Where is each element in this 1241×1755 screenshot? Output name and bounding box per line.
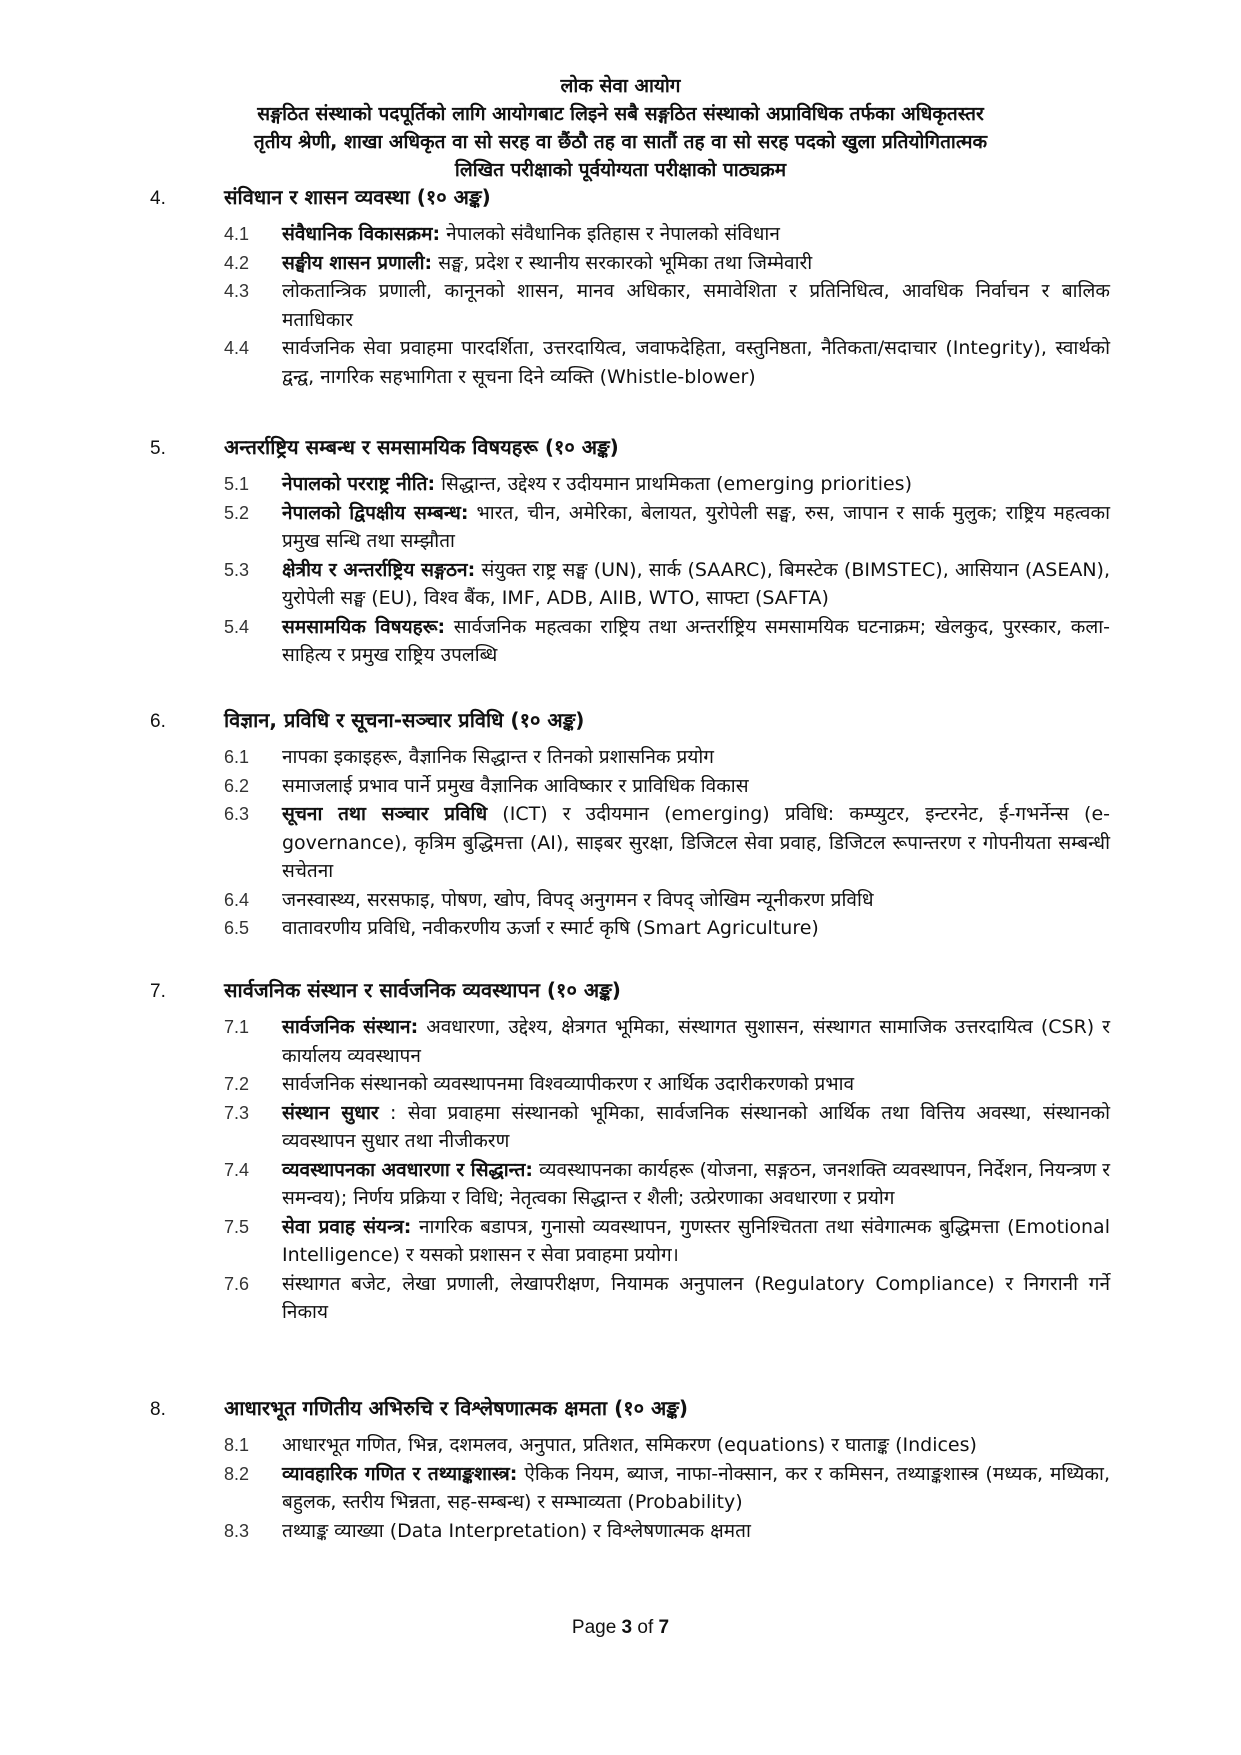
list-item <box>224 1270 1110 1327</box>
list-item <box>224 1517 1110 1546</box>
section-heading <box>150 705 1110 737</box>
item-number: 5.1 <box>224 474 250 494</box>
item-number: 6.4 <box>224 889 250 910</box>
list-item <box>224 772 1110 801</box>
item-text: क्षेत्रीय र अन्तर्राष्ट्रिय सङ्गठन: संयुक्त राष्ट्र सङ्घ (UN), सार्क (SAARC), बिमस्टेक (BIMSTEC), आसियान (ASEAN), युरोपेली सङ्घ (EU), विश्व बैंक, IMF, ADB, AIIB, WTO, साफ्टा (SAFTA) <box>282 558 1111 609</box>
item-text: नापका इकाइहरू, वैज्ञानिक सिद्धान्त र तिनको प्रशासनिक प्रयोग <box>282 746 714 768</box>
section-6 <box>150 705 1110 943</box>
list-item <box>224 613 1110 670</box>
list-item <box>224 499 1110 556</box>
section-title: संविधान र शासन व्यवस्था (१० अङ्क) <box>224 185 491 209</box>
item-text: आधारभूत गणित, भिन्न, दशमलव, अनुपात, प्रतिशत, समिकरण (equations) र घाताङ्क (Indices) <box>282 1434 977 1456</box>
item-text: लोकतान्त्रिक प्रणाली, कानूनको शासन, मानव अधिकार, समावेशिता र प्रतिनिधित्व, आवधिक निर्वाचन र बालिक मताधिकार <box>282 280 1110 331</box>
section-8 <box>150 1393 1110 1545</box>
section-title: सार्वजनिक संस्थान र सार्वजनिक व्यवस्थापन (१० अङ्क) <box>224 978 621 1002</box>
item-number: 4.4 <box>224 338 250 358</box>
item-text: सङ्घीय शासन प्रणाली: सङ्घ, प्रदेश र स्थानीय सरकारको भूमिका तथा जिम्मेवारी <box>282 251 813 274</box>
item-number: 4.1 <box>224 224 250 244</box>
item-text: व्यावहारिक गणित र तथ्याङ्कशास्त्र: ऐकिक नियम, ब्याज, नाफा-नोक्सान, कर र कमिसन, तथ्याङ्कशास्त्र (मध्यक, मध्यिका, बहुलक, स्तरीय भिन्नता, सह-सम्बन्ध) र सम्भाव्यता (Probability) <box>282 1462 1110 1513</box>
item-number: 5.3 <box>224 559 250 580</box>
section-number: 4. <box>150 188 166 209</box>
section-4 <box>150 182 1110 391</box>
list-item <box>224 334 1110 391</box>
section-number: 6. <box>150 711 166 732</box>
section-heading <box>150 432 1110 464</box>
item-number: 7.1 <box>224 1017 250 1037</box>
list-item <box>224 470 1110 499</box>
item-text: व्यवस्थापनका अवधारणा र सिद्धान्त: व्यवस्थापनका कार्यहरू (योजना, सङ्गठन, जनशक्ति व्यवस्थापन, निर्देशन, नियन्त्रण र समन्वय); निर्णय प्रक्रिया र विधि; नेतृत्वका सिद्धान्त र शैली; उत्प्रेरणाका अवधारणा र प्रयोग <box>282 1158 1110 1209</box>
section-heading <box>150 1393 1110 1425</box>
item-text: सार्वजनिक संस्थान: अवधारणा, उद्देश्य, क्षेत्रगत भूमिका, संस्थागत सुशासन, संस्थागत सामाजिक उत्तरदायित्व (CSR) र कार्यालय व्यवस्थापन <box>282 1016 1110 1067</box>
item-text: तथ्याङ्क व्याख्या (Data Interpretation) र विश्लेषणात्मक क्षमता <box>282 1519 751 1542</box>
list-item <box>224 1156 1110 1213</box>
item-text: सेवा प्रवाह संयन्त्र: नागरिक बडापत्र, गुनासो व्यवस्थापन, गुणस्तर सुनिश्चितता तथा संवेगात्मक बुद्धिमत्ता (Emotional Intelligence) र यसको प्रशासन र सेवा प्रवाहमा प्रयोग। <box>282 1215 1110 1266</box>
item-number: 4.3 <box>224 281 250 301</box>
section-number: 5. <box>150 438 166 459</box>
header-line: सङ्गठित संस्थाको पदपूर्तिको लागि आयोगबाट लिइने सबै सङ्गठित संस्थाको अप्राविधिक तर्फका अधिकृतस्तर <box>257 103 984 125</box>
list-item <box>224 1070 1110 1099</box>
item-text: संस्थान सुधार : सेवा प्रवाहमा संस्थानको भूमिका, सार्वजनिक संस्थानको आर्थिक तथा वित्तिय अवस्था, संस्थानको व्यवस्थापन सुधार तथा नीजीकरण <box>282 1101 1110 1152</box>
list-item <box>224 1213 1110 1270</box>
list-item <box>224 277 1110 334</box>
item-number: 6.1 <box>224 747 250 767</box>
item-number: 5.2 <box>224 502 250 523</box>
section-title: अन्तर्राष्ट्रिय सम्बन्ध र समसामयिक विषयहरू (१० अङ्क) <box>224 435 619 459</box>
item-text: संवैधानिक विकासक्रम: नेपालको संवैधानिक इतिहास र नेपालको संविधान <box>282 223 780 245</box>
list-item <box>224 249 1110 278</box>
section-7 <box>150 975 1110 1327</box>
item-number: 8.2 <box>224 1463 250 1484</box>
section-heading <box>150 182 1110 214</box>
item-text: नेपालको परराष्ट्र नीति: सिद्धान्त, उद्देश्य र उदीयमान प्राथमिकता (emerging priorities) <box>282 473 912 495</box>
item-number: 4.2 <box>224 252 250 273</box>
item-number: 6.3 <box>224 804 250 824</box>
section-title: विज्ञान, प्रविधि र सूचना-सञ्चार प्रविधि (१० अङ्क) <box>224 708 585 732</box>
list-item <box>224 914 1110 943</box>
item-text: समसामयिक विषयहरू: सार्वजनिक महत्वका राष्ट्रिय तथा अन्तर्राष्ट्रिय समसामयिक घटनाक्रम; खेलकुद, पुरस्कार, कला-साहित्य र प्रमुख राष्ट्रिय उपलब्धि <box>282 615 1110 666</box>
item-number: 6.5 <box>224 918 250 938</box>
list-item <box>224 556 1110 613</box>
item-text: वातावरणीय प्रविधि, नवीकरणीय ऊर्जा र स्मार्ट कृषि (Smart Agriculture) <box>282 917 819 939</box>
page-of: of <box>632 1617 659 1638</box>
list-item <box>224 800 1110 886</box>
list-item <box>224 1013 1110 1070</box>
document-header <box>120 72 1121 184</box>
page-footer <box>0 1617 1241 1639</box>
item-number: 6.2 <box>224 775 250 796</box>
item-number: 7.5 <box>224 1216 250 1237</box>
item-number: 7.6 <box>224 1273 250 1294</box>
item-text: जनस्वास्थ्य, सरसफाइ, पोषण, खोप, विपद् अनुगमन र विपद् जोखिम न्यूनीकरण प्रविधि <box>282 888 874 911</box>
page-current: 3 <box>621 1617 633 1638</box>
section-heading <box>150 975 1110 1007</box>
list-item <box>224 886 1110 915</box>
list-item <box>224 1099 1110 1156</box>
item-number: 7.4 <box>224 1159 250 1180</box>
header-title: लोक सेवा आयोग <box>560 75 681 97</box>
item-text: संस्थागत बजेट, लेखा प्रणाली, लेखापरीक्षण, नियामक अनुपालन (Regulatory Compliance) र निगरानी गर्ने निकाय <box>282 1272 1110 1323</box>
section-number: 8. <box>150 1399 166 1420</box>
list-item <box>224 743 1110 772</box>
section-number: 7. <box>150 981 166 1002</box>
section-5 <box>150 432 1110 670</box>
page-total: 7 <box>658 1617 670 1638</box>
item-text: समाजलाई प्रभाव पार्ने प्रमुख वैज्ञानिक आविष्कार र प्राविधिक विकास <box>282 774 749 797</box>
page-label: Page <box>571 1617 622 1638</box>
item-text: नेपालको द्विपक्षीय सम्बन्ध: भारत, चीन, अमेरिका, बेलायत, युरोपेली सङ्घ, रुस, जापान र सार्क मुलुक; राष्ट्रिय महत्वका प्रमुख सन्धि तथा सम्झौता <box>282 501 1111 552</box>
list-item <box>224 1460 1110 1517</box>
item-text: सूचना तथा सञ्चार प्रविधि (ICT) र उदीयमान (emerging) प्रविधि: कम्प्युटर, इन्टरनेट, ई-गभर्नेन्स (e-governance), कृत्रिम बुद्धिमत्ता (AI), साइबर सुरक्षा, डिजिटल सेवा प्रवाह, डिजिटल रूपान्तरण र गोपनीयता सम्बन्धी सचेतना <box>282 803 1110 882</box>
item-number: 5.4 <box>224 616 250 637</box>
list-item <box>224 1431 1110 1460</box>
item-number: 8.3 <box>224 1520 250 1541</box>
item-number: 8.1 <box>224 1435 250 1455</box>
section-title: आधारभूत गणितीय अभिरुचि र विश्लेषणात्मक क्षमता (१० अङ्क) <box>224 1396 689 1420</box>
list-item <box>224 220 1110 249</box>
header-line: तृतीय श्रेणी, शाखा अधिकृत वा सो सरह वा छैंठौ तह वा सातौं तह वा सो सरह पदको खुला प्रतियोगितात्मक <box>253 131 988 153</box>
item-number: 7.2 <box>224 1074 250 1094</box>
header-line: लिखित परीक्षाको पूर्वयोग्यता परीक्षाको पाठ्यक्रम <box>454 159 787 181</box>
item-text: सार्वजनिक संस्थानको व्यवस्थापनमा विश्वव्यापीकरण र आर्थिक उदारीकरणको प्रभाव <box>282 1073 855 1095</box>
item-text: सार्वजनिक सेवा प्रवाहमा पारदर्शिता, उत्तरदायित्व, जवाफदेहिता, वस्तुनिष्ठता, नैतिकता/सदाचार (Integrity), स्वार्थको द्वन्द्व, नागरिक सहभागिता र सूचना दिने व्यक्ति (Whistle-blower) <box>282 337 1110 388</box>
item-number: 7.3 <box>224 1102 250 1123</box>
